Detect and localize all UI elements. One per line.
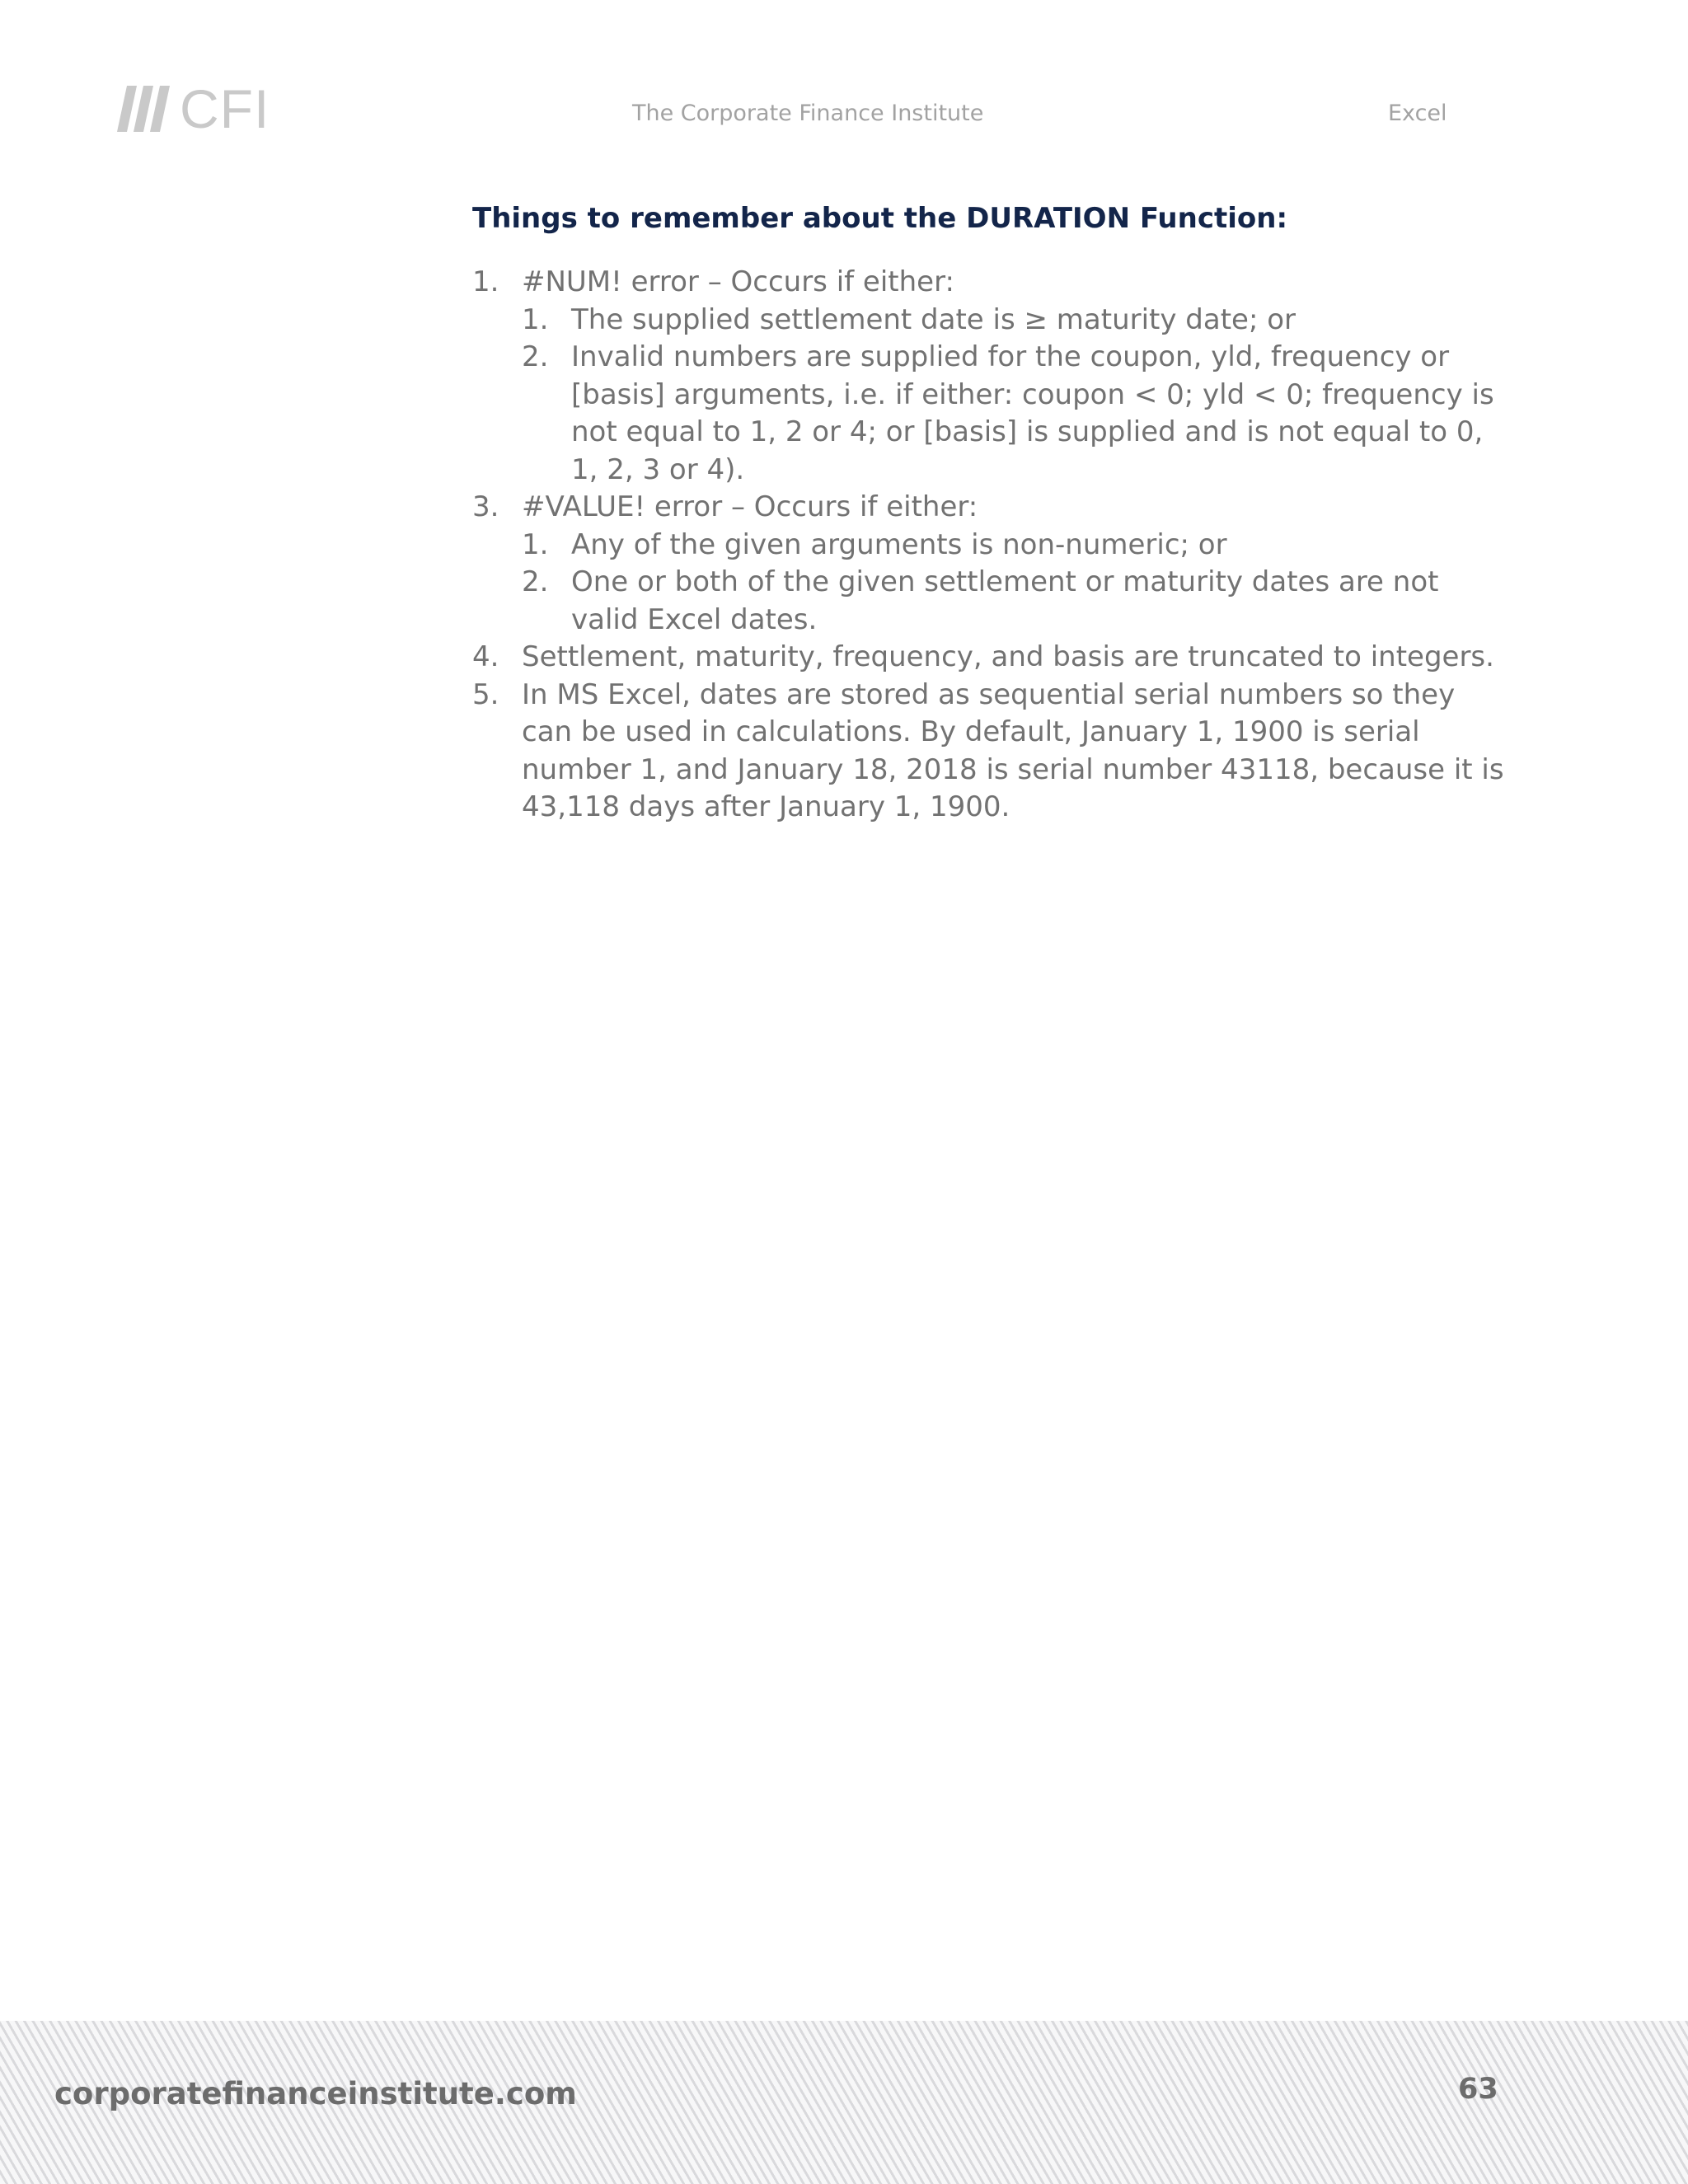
section-heading: Things to remember about the DURATION Function: [472, 202, 1288, 235]
header-section: Excel [1388, 101, 1447, 126]
sub-list-item [522, 339, 1511, 489]
sub-list-item [522, 564, 1511, 639]
cfi-logo-stripes-icon [114, 86, 171, 132]
main-content [472, 198, 1511, 827]
list-item [472, 677, 1511, 827]
page-number: 63 [1458, 2073, 1498, 2106]
sub-list-item-text: Any of the given arguments is non-numeric; or [571, 527, 1227, 561]
sub-list [522, 302, 1511, 490]
sub-list-item-number: 1. [522, 527, 549, 561]
sub-list-item-text: One or both of the given settlement or maturity dates are not valid Excel dates. [571, 565, 1439, 636]
sub-list-item-number: 2. [522, 565, 549, 598]
sub-list-item-number: 1. [522, 302, 549, 336]
list-item [472, 264, 1511, 489]
list-item-text: In MS Excel, dates are stored as sequential serial numbers so they can be used in calculations. By default, January 1, 1900 is serial number 1, and January 18, 2018 is serial number 43118, because it is 43,118 days after January 1, 1900. [522, 677, 1504, 823]
sub-list-item-text: Invalid numbers are supplied for the coupon, yld, frequency or [basis] arguments, i.e. if either: coupon < 0; yld < 0; frequency is not equal to 1, 2 or 4; or [basis] is supplied and is not equal to 0, 1, 2, 3 or 4). [571, 340, 1494, 486]
sub-list-item-number: 2. [522, 340, 549, 373]
sub-list-item-text: The supplied settlement date is ≥ maturity date; or [571, 302, 1296, 336]
list-item-number: 3. [472, 490, 499, 523]
list-item-text: #VALUE! error – Occurs if either: [522, 490, 978, 523]
list-item-number: 4. [472, 640, 499, 673]
list-item [472, 639, 1511, 677]
sub-list [522, 527, 1511, 640]
footer-website-url: corporatefinanceinstitute.com [54, 2076, 577, 2111]
list-item-number: 5. [472, 677, 499, 711]
list-item-number: 1. [472, 265, 499, 298]
sub-list-item [522, 527, 1511, 565]
page-footer [0, 2021, 1688, 2184]
header-title: The Corporate Finance Institute [632, 101, 984, 126]
cfi-logo-text: CFI [180, 78, 270, 139]
numbered-list [472, 264, 1511, 827]
sub-list-item [522, 302, 1511, 340]
list-item [472, 489, 1511, 639]
list-item-text: Settlement, maturity, frequency, and basis are truncated to integers. [522, 640, 1494, 673]
list-item-text: #NUM! error – Occurs if either: [522, 265, 954, 298]
cfi-logo [114, 78, 270, 139]
